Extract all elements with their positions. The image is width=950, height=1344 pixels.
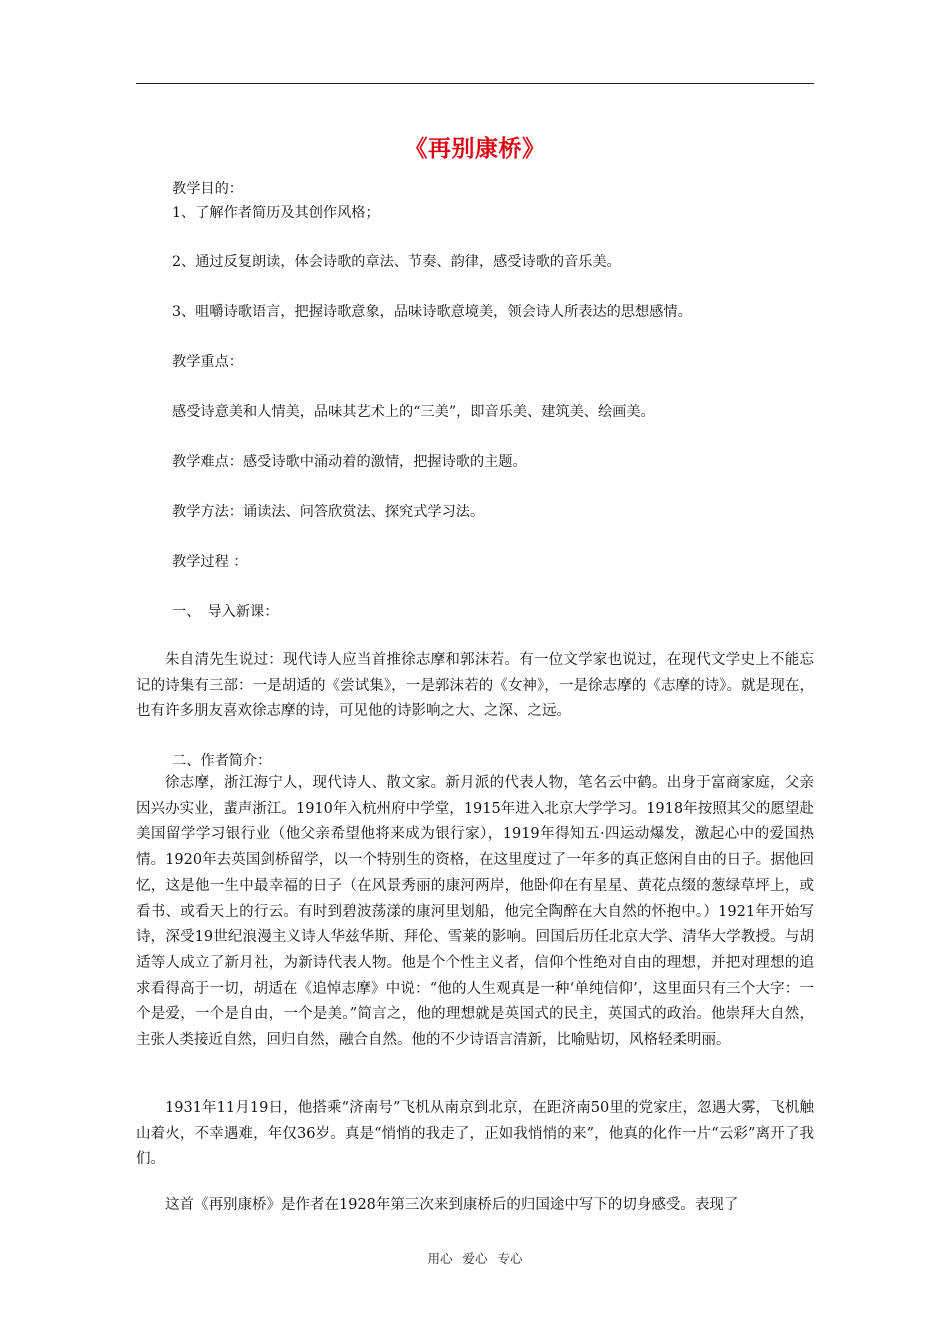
death-paragraph xyxy=(136,1096,814,1173)
bio-paragraph xyxy=(136,771,814,1054)
key-points-text: 感受诗意美和人情美，品味其艺术上的“三美”，即音乐美、建筑美、绘画美。 xyxy=(172,404,655,420)
document-title: 《再别康桥》 xyxy=(404,136,546,162)
page-footer: 用心 爱心 专心 xyxy=(427,1251,523,1266)
objective-item-3: 3、咀嚼诗歌语言，把握诗歌意象，品味诗歌意境美，领会诗人所表达的思想感情。 xyxy=(172,304,692,320)
header-rule xyxy=(136,83,814,84)
methods-text: 教学方法：诵读法、问答欣赏法、探究式学习法。 xyxy=(172,504,485,520)
death-paragraph-text: 1931年11月19日，他搭乘“济南号”飞机从南京到北京，在距济南50里的党家庄，忽遇大雾，飞机触山着火，不幸遇难，年仅36岁。真是“悄悄的我走了，正如我悄悄的来”，他真的化作一片“云彩”离开了我们。 xyxy=(136,1100,814,1168)
difficulty-text: 教学难点：感受诗歌中涌动着的激情，把握诗歌的主题。 xyxy=(172,454,527,470)
intro-paragraph xyxy=(136,648,814,725)
process-heading: 教学过程 ： xyxy=(172,554,248,570)
objectives-heading: 教学目的： xyxy=(172,181,243,197)
poem-intro-paragraph xyxy=(136,1193,814,1219)
key-points-heading: 教学重点： xyxy=(172,354,243,370)
section-1-heading: 一、 导入新课： xyxy=(172,604,279,620)
intro-paragraph-text: 朱自清先生说过：现代诗人应当首推徐志摩和郭沫若。有一位文学家也说过，在现代文学史上不能忘记的诗集有三部：一是胡适的《尝试集》，一是郭沫若的《女神》，一是徐志摩的《志摩的诗》。就是现在，也有许多朋友喜欢徐志摩的诗，可见他的诗影响之大、之深、之远。 xyxy=(136,652,814,720)
poem-intro-paragraph-text: 这首《再别康桥》是作者在1928年第三次来到康桥后的归国途中写下的切身感受。表现了 xyxy=(165,1197,739,1213)
section-2-heading: 二、作者简介： xyxy=(172,753,272,769)
objective-item-1: 1、了解作者简历及其创作风格； xyxy=(172,205,380,221)
objective-item-2: 2、通过反复朗读，体会诗歌的章法、节奏、韵律，感受诗歌的音乐美。 xyxy=(172,254,621,270)
bio-paragraph-text: 徐志摩，浙江海宁人，现代诗人、散文家。新月派的代表人物，笔名云中鹤。出身于富商家庭，父亲因兴办实业，蜚声浙江。1910年入杭州府中学堂，1915年进入北京大学学习。1918年按照其父的愿望赴美国留学学习银行业（他父亲希望他将来成为银行家），1919年得知五·四运动爆发，激起心中的爱国热情。1920年去英国剑桥留学，以一个特别生的资格，在这里度过了一年多的真正悠闲自由的日子。据他回忆，这是他一生中最幸福的日子（在风景秀丽的康河两岸，他卧仰在有星星、黄花点缀的葱绿草坪上，或看书、或看天上的行云。有时到碧波荡漾的康河里划船，他完全陶醉在大自然的怀抱中。）1921年开始写诗，深受19世纪浪漫主义诗人华兹华斯、拜伦、雪莱的影响。回国后历任北京大学、清华大学教授。与胡适等人成立了新月社，为新诗代表人物。他是个个性主义者，信仰个性绝对自由的理想，并把对理想的追求看得高于一切，胡适在《追悼志摩》中说：“他的人生观真是一种‘单纯信仰’，这里面只有三个大字：一个是爱，一个是自由，一个是美。”简言之，他的理想就是英国式的民主，英国式的政治。他崇拜大自然，主张人类接近自然，回归自然，融合自然。他的不少诗语言清新，比喻贴切，风格轻柔明丽。 xyxy=(136,775,814,1049)
